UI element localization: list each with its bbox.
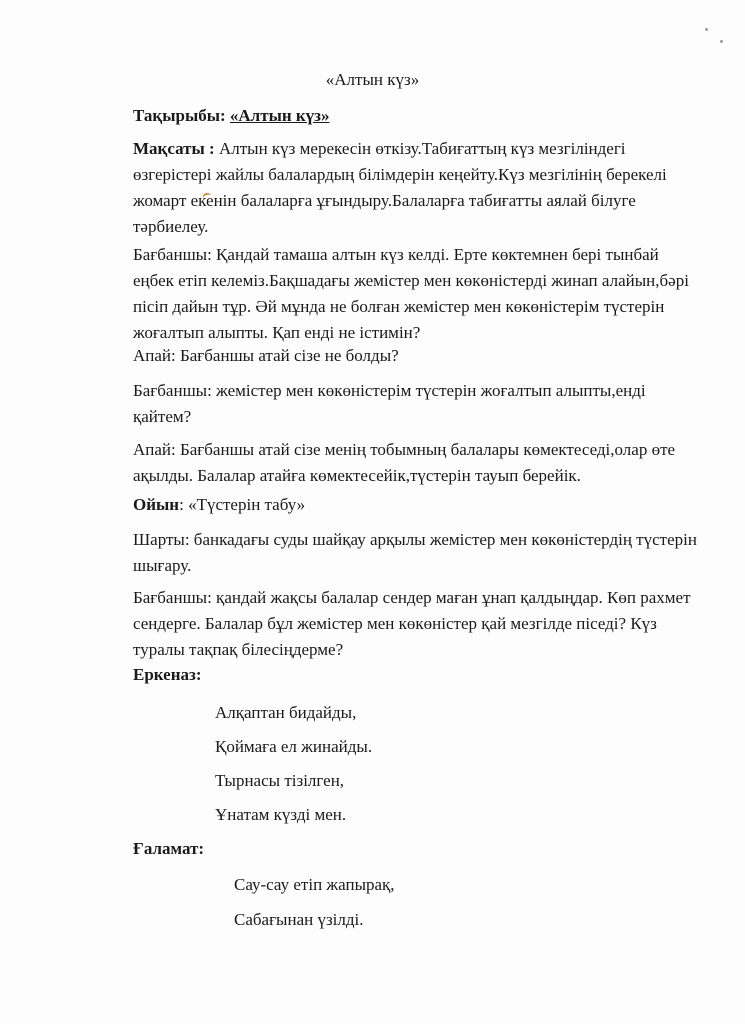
goal-line: тәрбиелеу. (133, 217, 209, 236)
rules-paragraph (133, 527, 713, 579)
poem-line: Сау-сау етіп жапырақ, (234, 875, 395, 894)
game-label: Ойын (133, 495, 180, 514)
topic-label: Тақырыбы: (133, 106, 226, 125)
topic-value: «Алтын күз» (229, 106, 330, 125)
poem-line: Сабағынан үзілді. (234, 910, 364, 929)
dialogue-line: Апай: Бағбаншы атай сізе менің тобымның балалары көмектеседі,олар өте (133, 440, 676, 459)
poem-line: Қоймаға ел жинайды. (215, 737, 373, 756)
poem-line: Ұнатам күзді мен. (215, 805, 347, 824)
game-value: : «Түстерін табу» (179, 495, 306, 514)
dialogue-paragraph (133, 437, 713, 489)
dialogue-line: пісіп дайын тұр. Әй мұнда не болған жемістер мен көкөністерім түстерін (133, 297, 665, 316)
dialogue-line: Бағбаншы: Қандай тамаша алтын күз келді. Ерте көктемнен бері тынбай (133, 245, 659, 264)
goal-line: Алтын күз мерекесін өткізу.Табиғаттың күз мезгіліндегі (218, 139, 626, 158)
scan-speck (720, 40, 723, 43)
dialogue-line: жоғалтып алыпты. Қап енді не істимін? (133, 323, 421, 342)
scan-speck (705, 28, 708, 31)
dialogue-line: қайтем? (133, 407, 192, 426)
poem-line: Алқаптан бидайды, (215, 703, 357, 722)
dialogue-paragraph (133, 343, 713, 369)
child-name: Еркеназ: (133, 665, 202, 684)
dialogue-paragraph (133, 585, 713, 663)
dialogue-paragraph (133, 242, 713, 346)
goal-paragraph (133, 136, 713, 240)
child-name: Ғаламат: (133, 839, 205, 858)
rules-line: Шарты: банкадағы суды шайқау арқылы жемістер мен көкөністердің түстерін (133, 530, 697, 549)
dialogue-paragraph (133, 378, 713, 430)
goal-line: өзгерістері жайлы балалардың білімдерін кеңейту.Күз мезгілінің берекелі (133, 165, 667, 184)
dialogue-line: туралы тақпақ білесіңдерме? (133, 640, 344, 659)
dialogue-line: ақылды. Балалар атайға көмектесейік,түстерін тауып берейік. (133, 466, 581, 485)
game-line (133, 495, 305, 515)
dialogue-line: Бағбаншы: жемістер мен көкөністерім түстерін жоғалтып алыпты,енді (133, 381, 646, 400)
rules-line: шығару. (133, 556, 192, 575)
topic-line (133, 106, 330, 126)
dialogue-line: Апай: Бағбаншы атай сізе не болды? (133, 346, 399, 365)
document-title: «Алтын күз» (325, 70, 420, 89)
dialogue-line: Бағбаншы: қандай жақсы балалар сендер маған ұнап қалдыңдар. Көп рахмет (133, 588, 691, 607)
poem-line: Тырнасы тізілген, (215, 771, 345, 790)
dialogue-line: еңбек етіп келеміз.Бақшадағы жемістер мен көкөністерді жинап алайын,бәрі (133, 271, 689, 290)
goal-line: жомарт екенін балаларға ұғындыру.Балаларға табиғатты аялай білуге (133, 191, 636, 210)
dialogue-line: сендерге. Балалар бұл жемістер мен көкөністер қай мезгілде піседі? Күз (133, 614, 657, 633)
goal-label: Мақсаты : (133, 139, 215, 158)
